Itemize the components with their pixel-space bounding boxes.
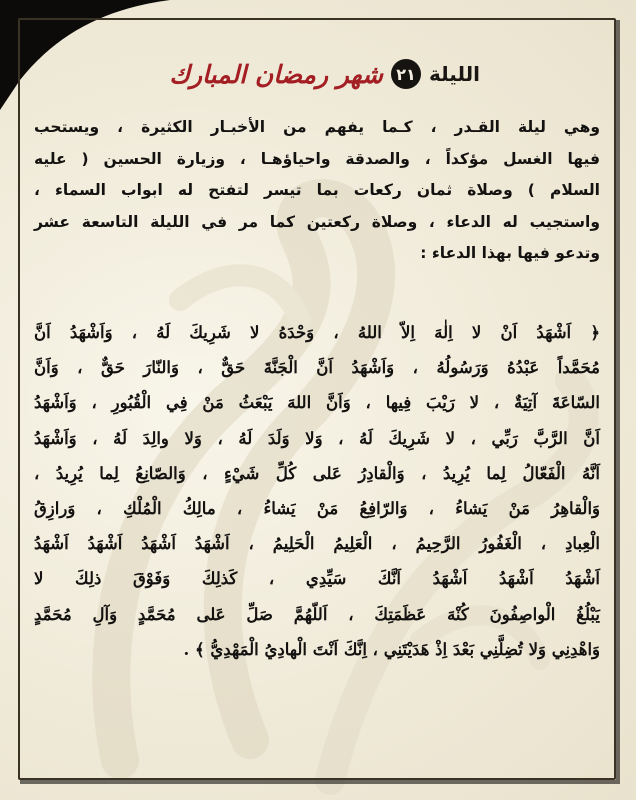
dua-line: السّاعَةَ آتِيَةٌ ، لا رَيْبَ فِيها ، وَاَنَّ اللهَ يَبْعَثُ مَنْ فِي الْقُبُورِ ، وَاَشْهَدُ [34,393,600,413]
intro-line: فيها الغسل مؤكداً ، والصدقة واحياؤهـا ، وزيارة الحسين ( عليه [34,149,600,168]
page-header [150,52,480,96]
intro-line: السلام ) وصلاة ثمان ركعات بما تيسر لتفتح له ابواب السماء ، [34,181,600,199]
month-title: شهر رمضان المبارك [169,59,383,89]
dua-line: وَالْقاهِرُ مَنْ يَشاءُ ، وَالرّافِعُ مَنْ يَشاءُ ، مالِكُ الْمُلْكِ ، وَرازِقُ [34,499,600,519]
dua-line: ﴿ اَشْهَدُ اَنْ لا اِلٰهَ اِلاّ اللهُ ، وَحْدَهُ لا شَرِيكَ لَهُ ، وَاَشْهَدُ اَنَّ [34,323,600,342]
dua-line: مُحَمَّداً عَبْدُهُ وَرَسُولُهُ ، وَاَشْهَدُ اَنَّ الْجَنَّةَ حَقٌّ ، وَالنّارَ حَقٌّ ، وَاَنَّ [34,358,600,378]
intro-line: وهي ليلة القـدر ، كـما يفهم من الأخبـار الكثيرة ، ويستحب [34,118,600,136]
intro-line: وتدعو فيها بهذا الدعاء : [420,244,600,262]
dua-line: وَاهْدِنِي وَلا تُضِلَّنِي بَعْدَ اِذْ هَدَيْتَنِي ، اِنَّكَ اَنْتَ الْهادِيُ الْمَهْدِيُّ ﴾ . [183,639,600,659]
dua-line: الْعِبادِ ، الْغَفُورُ الرَّحِيمُ ، الْعَلِيمُ الْحَلِيمُ ، اَشْهَدُ اَشْهَدُ اَشْهَدُ اَشْهَدُ [34,534,600,554]
dua-text [34,315,600,667]
night-label: الليلة [429,62,480,86]
dua-line: يَبْلُغُ الْواصِفُونَ كُنْهَ عَظَمَتِكَ ، اَللّهُمَّ صَلِّ عَلى مُحَمَّدٍ وَآلِ مُحَمَّدٍ [34,604,600,624]
dua-line: اَشْهَدُ اَشْهَدُ اَشْهَدُ اَنَّكَ سَيِّدِي ، كَذلِكَ وَفَوْقَ ذلِكَ لا [34,569,600,589]
intro-line: واستجيب له الدعاء ، وصلاة ركعتين كما مر في الليلة التاسعة عشر [34,212,600,231]
dua-line: اَنَّ الرَّبَّ رَبِّي ، لا شَرِيكَ لَهُ ، وَلا وَلَدَ لَهُ ، وَلا والِدَ لَهُ ، وَاَشْهَدُ [34,428,600,448]
night-number-badge: ٢١ [391,59,421,89]
dua-line: اَنَّهُ الْفَعّالُ لِما يُرِيدُ ، وَالْقادِرُ عَلى كُلِّ شَيْءٍ ، وَالصّانِعُ لِما يُرِيدُ ، [34,463,600,483]
intro-paragraph [34,112,600,270]
